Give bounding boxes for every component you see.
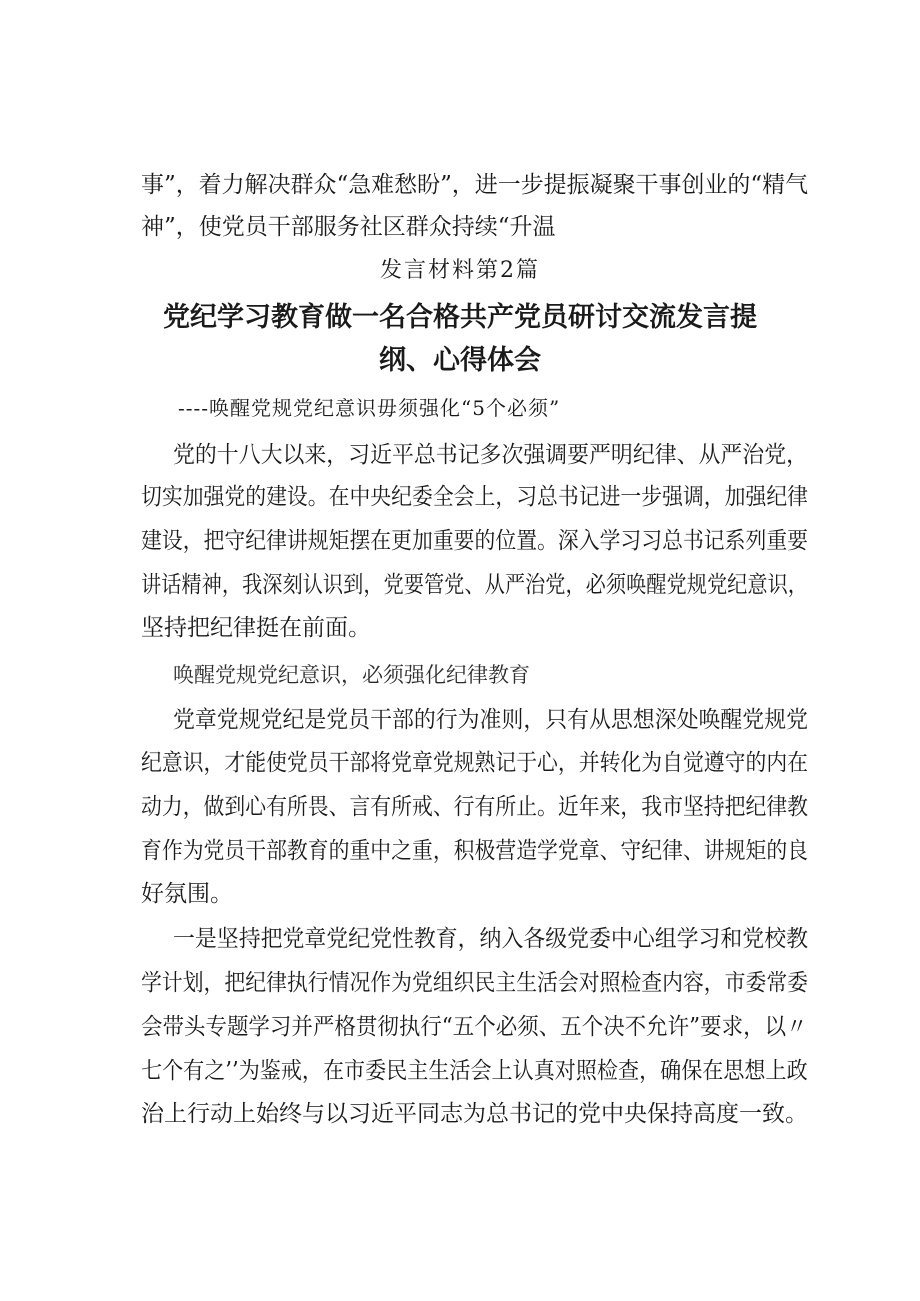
paragraph-line: 治上行动上始终与以习近平同志为总书记的党中央保持高度一致。 xyxy=(141,1101,808,1127)
paragraph-line: 切实加强党的建设。在中央纪委全会上，习总书记进一步强调，加强纪律 xyxy=(141,484,808,510)
paragraph-line: 建设，把守纪律讲规矩摆在更加重要的位置。深入学习习总书记系列重要 xyxy=(141,528,808,554)
page-title: 党纪学习教育做一名合格共产党员研讨交流发言提 xyxy=(163,302,757,333)
paragraph-line: 党的十八大以来，习近平总书记多次强调要严明纪律、从严治党， xyxy=(173,442,808,468)
paragraph-line: 纪意识，才能使党员干部将党章党规熟记于心，并转化为自觉遵守的内在 xyxy=(141,750,808,776)
paragraph-line: 七个有之’’为鉴戒，在市委民主生活会上认真对照检查，确保在思想上政 xyxy=(141,1058,808,1084)
paragraph-line: 动力，做到心有所畏、言有所戒、行有所止。近年来，我市坚持把纪律教 xyxy=(141,794,808,820)
section-heading: 唤醒党规党纪意识，必须强化纪律教育 xyxy=(173,663,530,687)
paragraph-line: 育作为党员干部教育的重中之重，积极营造学党章、守纪律、讲规矩的良 xyxy=(141,838,808,864)
paragraph-line: 学计划，把纪律执行情况作为党组织民主生活会对照检查内容，市委常委 xyxy=(141,970,808,996)
prev-tail-line: 事”，着力解决群众“急难愁盼”，进一步提振凝聚干事创业的“精气 xyxy=(141,172,809,198)
paragraph-line: 讲话精神，我深刻认识到，党要管党、从严治党，必须唤醒党规党纪意识， xyxy=(141,572,808,598)
prev-tail-line: 神”，使党员干部服务社区群众持续“升温 xyxy=(141,214,556,240)
paragraph-line: 坚持把纪律挺在前面。 xyxy=(141,615,371,641)
page-title-cont: 纲、心得体会 xyxy=(379,345,541,376)
paragraph-line: 好氛围。 xyxy=(141,881,233,907)
doc-label: 发言材料第2篇 xyxy=(380,258,540,283)
subtitle: ----唤醒党规党纪意识毋须强化“5个必须” xyxy=(178,396,561,420)
paragraph-line: 党章党规党纪是党员干部的行为准则，只有从思想深处唤醒党规党 xyxy=(173,707,808,733)
paragraph-line: 一是坚持把党章党纪党性教育，纳入各级党委中心组学习和党校教 xyxy=(173,926,808,952)
paragraph-line: 会带头专题学习并严格贯彻执行“五个必须、五个决不允许”要求，以〃 xyxy=(141,1014,808,1040)
